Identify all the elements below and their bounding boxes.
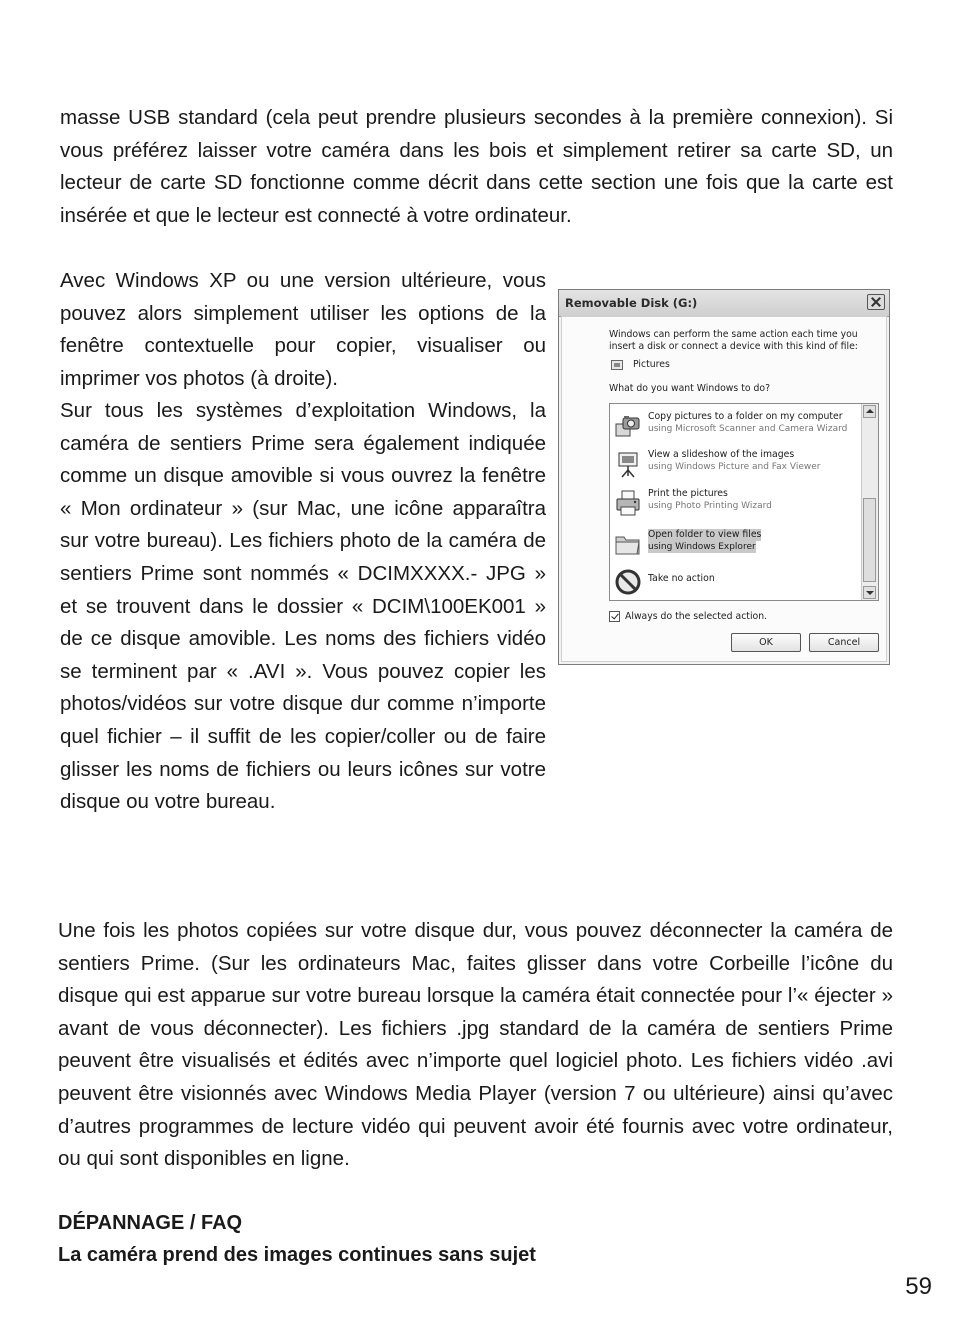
ok-button[interactable]: OK <box>731 633 801 652</box>
no-action-icon <box>614 568 642 596</box>
action-label: Take no action <box>648 573 715 584</box>
content-type-label: Pictures <box>633 359 670 370</box>
pictures-icon <box>611 360 623 370</box>
action-print-pictures[interactable] <box>610 485 862 523</box>
action-label: Copy pictures to a folder on my computer <box>648 411 843 422</box>
dialog-body <box>561 316 887 662</box>
dialog-question: What do you want Windows to do? <box>609 383 771 394</box>
action-subtext: using Microsoft Scanner and Camera Wizard <box>648 424 848 434</box>
paragraph-removable-disk: Sur tous les systèmes d’exploitation Windows, la caméra de sentiers Prime sera également indiquée comme un disque amovible si vous ouvrez la fenêtre « Mon ordinateur » (sur Mac, une icône apparaîtra sur votre bureau). Les fichiers photo de la caméra de sentiers Prime sont nommés « DCIMXXXX.- JPG » et se trouvent dans le dossier « DCIM\100EK001 » de ce disque amovible. Les noms des fichiers vidéo se terminent par « .AVI ». Vous pouvez copier les photos/vidéos sur votre disque dur comme n’importe quel fichier – il suffit de les copier/coller ou de faire glisser les noms de fichiers ou leurs icônes sur votre disque ou votre bureau. <box>60 399 546 814</box>
dialog-intro-text: Windows can perform the same action each time you insert a disk or connect a device with this kind of file: <box>609 329 858 352</box>
scroll-down-icon[interactable] <box>863 586 876 599</box>
close-icon[interactable] <box>867 294 885 310</box>
action-take-no-action[interactable] <box>610 564 862 602</box>
action-subtext: using Windows Picture and Fax Viewer <box>648 462 821 472</box>
action-subtext: using Photo Printing Wizard <box>648 501 772 511</box>
faq-question-heading: La caméra prend des images continues sans sujet <box>58 1244 536 1266</box>
printer-icon <box>614 489 642 517</box>
action-view-slideshow[interactable] <box>610 446 862 484</box>
always-do-label: Always do the selected action. <box>625 611 768 622</box>
paragraph-windows-xp: Avec Windows XP ou une version ultérieure, vous pouvez alors simplement utiliser les options de la fenêtre contextuelle pour copier, visualiser ou imprimer vos photos (à droite). <box>60 269 546 390</box>
action-label: View a slideshow of the images <box>648 449 795 460</box>
camera-copy-icon <box>614 412 642 440</box>
section-heading: DÉPANNAGE / FAQ <box>58 1212 243 1234</box>
scrollbar-thumb[interactable] <box>863 498 876 582</box>
paragraph-usb-intro: masse USB standard (cela peut prendre plusieurs secondes à la première connexion). Si vous préférez laisser votre caméra dans les bois et simplement retirer sa carte SD, un lecteur de carte SD fonctionne comme décrit dans cette section une fois que la carte est insérée et que le lecteur est connecté à votre ordinateur. <box>60 106 893 227</box>
autoplay-dialog <box>558 289 890 665</box>
folder-icon <box>614 530 642 558</box>
cancel-button[interactable]: Cancel <box>809 633 879 652</box>
action-label: Open folder to view files <box>648 529 762 540</box>
dialog-title: Removable Disk (G:) <box>565 296 698 310</box>
slideshow-projector-icon <box>614 450 642 478</box>
action-list <box>609 403 879 601</box>
action-list-scrollbar[interactable] <box>861 404 878 600</box>
action-subtext: using Windows Explorer <box>648 542 756 552</box>
dialog-titlebar[interactable] <box>559 290 889 317</box>
always-do-checkbox[interactable] <box>609 611 620 622</box>
action-label: Print the pictures <box>648 488 728 499</box>
action-open-folder[interactable] <box>610 526 862 564</box>
paragraph-disconnect: Une fois les photos copiées sur votre disque dur, vous pouvez déconnecter la caméra de sentiers Prime. (Sur les ordinateurs Mac, faites glisser dans votre Corbeille l’icône du disque qui est apparue sur votre bureau lorsque la caméra était connectée pour l’« éjecter » avant de vous déconnecter). Les fichiers .jpg standard de la caméra de sentiers Prime peuvent être visualisés et édités avec n’importe quel logiciel photo. Les fichiers vidéo .avi peuvent être visionnés avec Windows Media Player (version 7 ou ultérieure) ainsi qu’avec d’autres programmes de lecture vidéo qui peuvent avoir été fournis avec votre ordinateur, ou qui sont disponibles en ligne. <box>58 919 893 1171</box>
page-number: 59 <box>905 1273 932 1300</box>
action-copy-pictures[interactable] <box>610 408 862 446</box>
scroll-up-icon[interactable] <box>863 405 876 418</box>
